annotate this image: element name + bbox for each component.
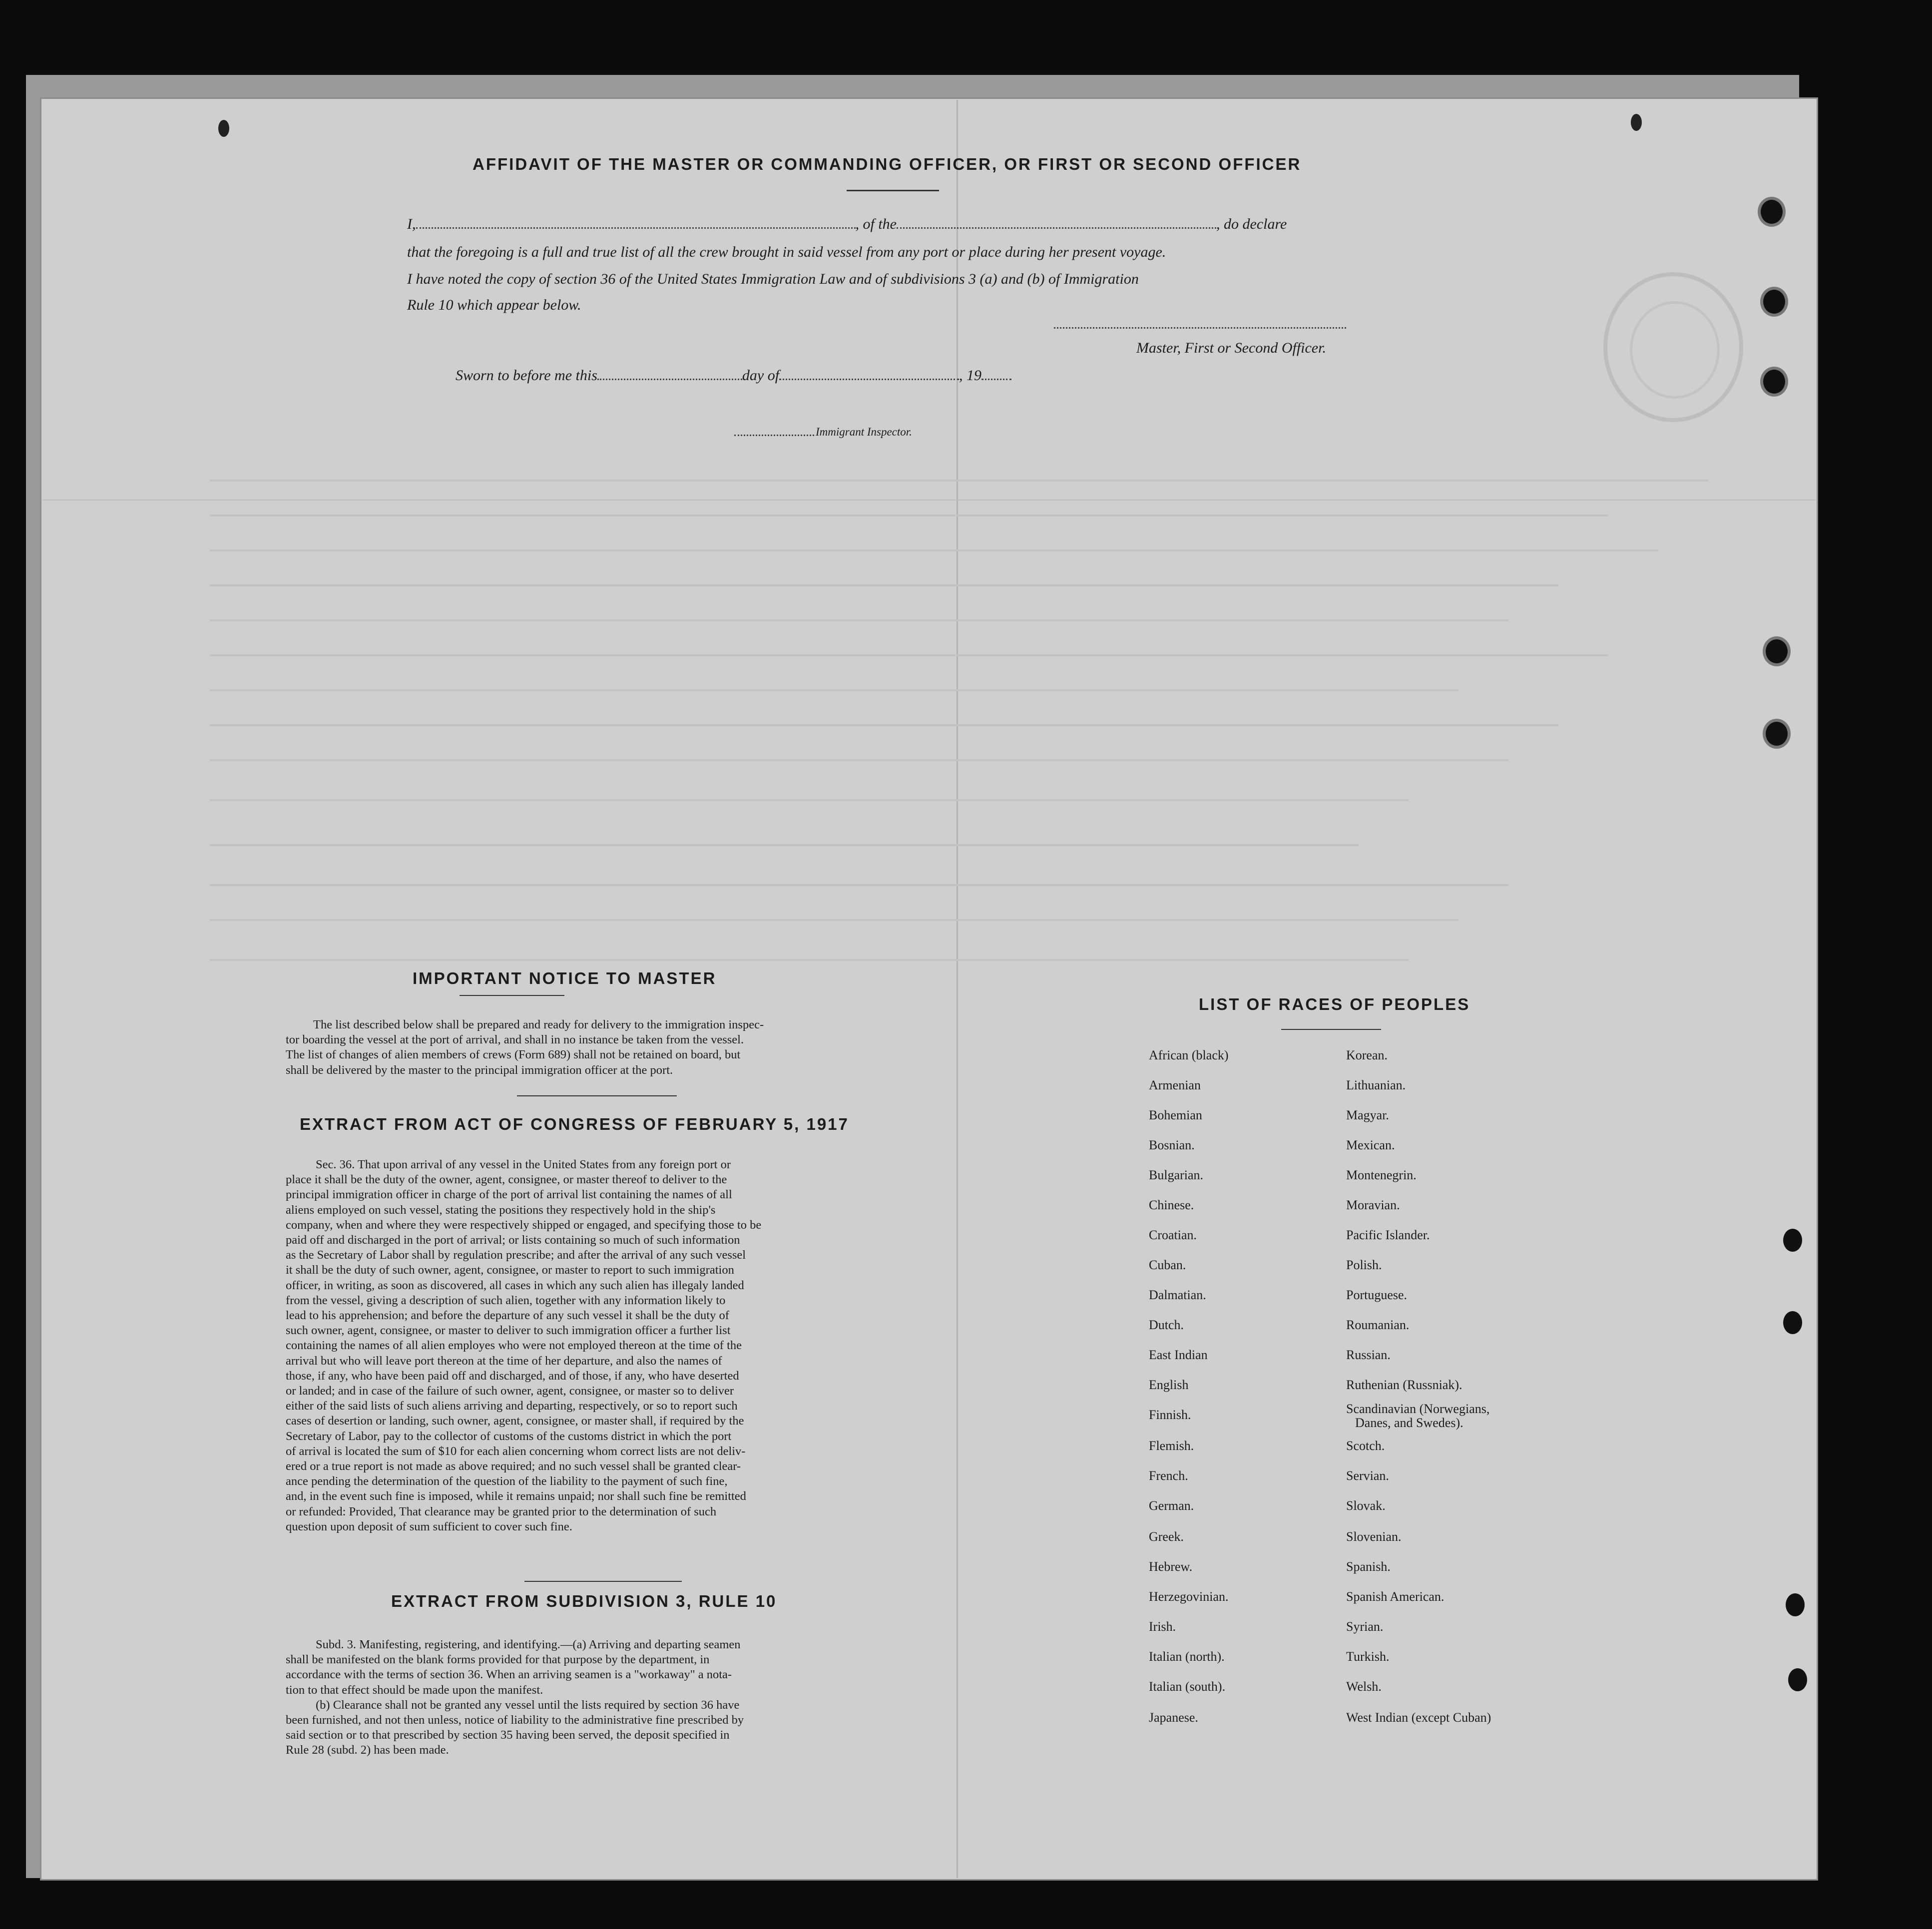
race-item: Slovak.: [1346, 1498, 1386, 1513]
act-line: from the vessel, giving a description of such alien, together with any information likely to: [286, 1293, 726, 1307]
race-item: Flemish.: [1149, 1439, 1194, 1453]
sworn-line: [456, 367, 1011, 384]
bleed-through-line: [210, 619, 1508, 621]
race-item: Croatian.: [1149, 1228, 1197, 1242]
race-item: Japanese.: [1149, 1710, 1198, 1725]
punch-hole: [1763, 290, 1785, 314]
race-item: Dalmatian.: [1149, 1288, 1206, 1302]
notice-underline: [460, 995, 564, 996]
affidavit-i: I,: [407, 216, 416, 232]
race-item: Lithuanian.: [1346, 1078, 1406, 1092]
embossed-seal: [1603, 272, 1743, 422]
race-item: Greek.: [1149, 1529, 1184, 1544]
inspector-label: Immigrant Inspector.: [816, 426, 912, 438]
race-item: Syrian.: [1346, 1619, 1384, 1634]
race-item: Servian.: [1346, 1468, 1389, 1483]
affidavit-line-4: Rule 10 which appear below.: [407, 297, 581, 313]
punch-hole: [1761, 200, 1783, 224]
act-line: or landed; and in case of the failure of such owner, agent, consignee, or master so to deliver: [286, 1384, 734, 1398]
staple-mark: [218, 120, 229, 137]
race-item: Ruthenian (Russniak).: [1346, 1378, 1462, 1392]
affidavit-declare: , do declare: [1216, 216, 1287, 232]
divider: [524, 1581, 682, 1582]
affidavit-line-1: [407, 216, 1287, 233]
race-item: Roumanian.: [1346, 1318, 1410, 1332]
punch-hole: [1783, 1229, 1802, 1252]
rule-line: Subd. 3. Manifesting, registering, and identifying.—(a) Arriving and departing seamen: [316, 1638, 741, 1651]
act-line: such owner, agent, consignee, or master to deliver to such immigration officer a further list: [286, 1324, 731, 1338]
races-underline: [1281, 1029, 1381, 1030]
bleed-through-line: [210, 514, 1608, 516]
act-line: Secretary of Labor, pay to the collector of customs of the customs district in which the port: [286, 1429, 732, 1443]
race-item: French.: [1149, 1468, 1188, 1483]
affidavit-line-2: that the foregoing is a full and true list of all the crew brought in said vessel from any port or place during her present voyage.: [407, 244, 1166, 260]
act-line: officer, in writing, as soon as discovered, all cases in which any such alien has illegaly landed: [286, 1278, 744, 1292]
bleed-through-line: [210, 919, 1458, 921]
race-item: Spanish American.: [1346, 1589, 1445, 1604]
rule-line: (b) Clearance shall not be granted any vessel until the lists required by section 36 have: [316, 1698, 740, 1712]
race-item: English: [1149, 1378, 1189, 1392]
sworn-prefix: Sworn to before me this: [456, 367, 597, 384]
notice-line: The list described below shall be prepared and ready for delivery to the immigration inspec-: [313, 1018, 764, 1031]
act-line: those, if any, who have been paid off and discharged, and of those, if any, who have deserted: [286, 1369, 739, 1383]
race-item: Chinese.: [1149, 1198, 1194, 1212]
sworn-day-blank[interactable]: [597, 379, 742, 380]
race-item: German.: [1149, 1498, 1194, 1513]
vessel-blank[interactable]: [897, 227, 1216, 229]
extract-act-body: [286, 1157, 875, 1534]
race-item: Dutch.: [1149, 1318, 1184, 1332]
notice-line: tor boarding the vessel at the port of arrival, and shall in no instance be taken from the vessel.: [286, 1033, 744, 1047]
staple-mark: [1631, 114, 1642, 131]
act-line: it shall be the duty of such owner, agent, consignee, or master to report to such immigration: [286, 1263, 734, 1277]
rule-line: tion to that effect should be made upon the manifest.: [286, 1683, 543, 1697]
race-item: West Indian (except Cuban): [1346, 1710, 1491, 1725]
name-blank[interactable]: [416, 227, 856, 229]
race-item: Spanish.: [1346, 1559, 1391, 1574]
punch-hole: [1766, 722, 1788, 746]
act-line: ance pending the determination of the question of the liability to the payment of such fine,: [286, 1474, 728, 1488]
race-item: Pacific Islander.: [1346, 1228, 1430, 1242]
notice-title: IMPORTANT NOTICE TO MASTER: [413, 969, 717, 987]
punch-hole: [1788, 1668, 1807, 1691]
races-title: LIST OF RACES OF PEOPLES: [1199, 995, 1470, 1013]
race-item: Hebrew.: [1149, 1559, 1193, 1574]
race-item: Armenian: [1149, 1078, 1201, 1092]
rule-line: Rule 28 (subd. 2) has been made.: [286, 1743, 449, 1757]
race-item: Bosnian.: [1149, 1138, 1195, 1152]
signature-label: Master, First or Second Officer.: [1136, 340, 1326, 356]
race-item: Irish.: [1149, 1619, 1176, 1634]
race-item: Cuban.: [1149, 1258, 1186, 1272]
vertical-fold: [957, 100, 958, 1878]
race-item: Portuguese.: [1346, 1288, 1408, 1302]
sworn-day-label: day of: [742, 367, 780, 384]
race-item: Scotch.: [1346, 1439, 1385, 1453]
notice-line: The list of changes of alien members of crews (Form 689) shall not be retained on board, but: [286, 1048, 741, 1062]
race-item: Polish.: [1346, 1258, 1382, 1272]
race-item: Mexican.: [1346, 1138, 1395, 1152]
act-line: arrival but who will leave port thereon at the time of her departure, and also the names of: [286, 1354, 722, 1368]
act-line: ered or a true report is not made as above required; and no such vessel shall be granted clear-: [286, 1459, 741, 1473]
act-line: cases of desertion or landing, such owner, agent, consignee, or master shall, if required by the: [286, 1414, 744, 1428]
bleed-through-line: [210, 689, 1458, 691]
act-line: containing the names of all alien employes who were not employed thereon at the time of the: [286, 1339, 742, 1353]
race-item: East Indian: [1149, 1348, 1208, 1362]
bleed-through-line: [210, 799, 1409, 801]
rule-line: accordance with the terms of section 36. When an arriving seamen is a "workaway" a nota-: [286, 1668, 732, 1682]
bleed-through-line: [210, 549, 1658, 551]
extract-act-title: EXTRACT FROM ACT OF CONGRESS OF FEBRUARY 5, 1917: [300, 1115, 849, 1133]
race-item: Finnish.: [1149, 1408, 1191, 1422]
bleed-through-line: [210, 584, 1558, 586]
act-line: aliens employed on such vessel, stating the positions they respectively hold in the ship's: [286, 1203, 716, 1217]
horizontal-fold: [42, 499, 1816, 500]
race-item: African (black): [1149, 1048, 1229, 1062]
race-item: Magyar.: [1346, 1108, 1389, 1122]
extract-rule-title: EXTRACT FROM SUBDIVISION 3, RULE 10: [391, 1592, 777, 1610]
act-line: or refunded: Provided, That clearance may be granted prior to the determination of such: [286, 1504, 717, 1518]
race-item: Welsh.: [1346, 1679, 1382, 1694]
race-item-continuation: Danes, and Swedes).: [1355, 1416, 1463, 1430]
race-item: Slovenian.: [1346, 1529, 1402, 1544]
sworn-year-label: , 19: [959, 367, 982, 384]
notice-body: [286, 1017, 873, 1078]
bleed-through-line: [210, 844, 1359, 846]
race-item: Bulgarian.: [1149, 1168, 1204, 1182]
race-item: Bohemian: [1149, 1108, 1202, 1122]
rule-line: shall be manifested on the blank forms provided for that purpose by the department, in: [286, 1653, 710, 1667]
divider: [517, 1095, 677, 1096]
race-item: Herzegovinian.: [1149, 1589, 1229, 1604]
act-line: question upon deposit of sum sufficient to cover such fine.: [286, 1519, 572, 1533]
punch-hole: [1766, 639, 1788, 663]
race-item: Scandinavian (Norwegians,: [1346, 1402, 1490, 1416]
bleed-through-line: [210, 480, 1708, 482]
act-line: of arrival is located the sum of $10 for each alien concerning whom correct lists are not deliv-: [286, 1444, 746, 1458]
race-item: Italian (north).: [1149, 1649, 1225, 1664]
act-line: principal immigration officer in charge of the port of arrival list containing the names of all: [286, 1188, 732, 1202]
punch-hole: [1783, 1311, 1802, 1334]
bleed-through-line: [210, 759, 1508, 761]
act-line: lead to his apprehension; and before the departure of any such vessel it shall be the duty of: [286, 1309, 729, 1323]
punch-hole: [1786, 1593, 1805, 1616]
sworn-month-blank[interactable]: [779, 379, 959, 380]
title-underline: [847, 190, 939, 191]
race-item: Montenegrin.: [1346, 1168, 1417, 1182]
race-item: Turkish.: [1346, 1649, 1390, 1664]
race-item: Italian (south).: [1149, 1679, 1226, 1694]
bleed-through-line: [210, 884, 1508, 886]
act-line: as the Secretary of Labor shall by regulation prescribe; and after the arrival of any such vessel: [286, 1248, 746, 1262]
notice-line: shall be delivered by the master to the principal immigration officer at the port.: [286, 1063, 673, 1077]
extract-rule-body: [286, 1637, 875, 1758]
act-line: place it shall be the duty of the owner, agent, consignee, or master thereof to deliver to the: [286, 1173, 727, 1187]
rule-line: said section or to that prescribed by section 35 having been served, the deposit specified in: [286, 1728, 730, 1742]
race-item: Moravian.: [1346, 1198, 1400, 1212]
punch-hole: [1763, 370, 1785, 394]
race-item: Russian.: [1346, 1348, 1391, 1362]
affidavit-title: AFFIDAVIT OF THE MASTER OR COMMANDING OFFICER, OR FIRST OR SECOND OFFICER: [473, 155, 1302, 173]
affidavit-of-the: , of the: [855, 216, 897, 232]
act-line: company, when and where they were respectively shipped or engaged, and specifying those to be: [286, 1218, 762, 1232]
affidavit-line-3: I have noted the copy of section 36 of the United States Immigration Law and of subdivisions 3 (a) and (b) of Immigration: [407, 271, 1139, 287]
bleed-through-line: [210, 724, 1558, 726]
inspector-blank[interactable]: [734, 435, 814, 436]
act-line: and, in the event such fine is imposed, while it remains unpaid; nor shall such fine be remitted: [286, 1489, 746, 1503]
document-page: [40, 97, 1818, 1881]
rule-line: been furnished, and not then unless, notice of liability to the administrative fine prescribed by: [286, 1713, 744, 1727]
race-item: Korean.: [1346, 1048, 1388, 1062]
act-line: Sec. 36. That upon arrival of any vessel in the United States from any foreign port or: [316, 1158, 731, 1171]
act-line: paid off and discharged in the port of arrival; or lists containing so much of such information: [286, 1233, 740, 1247]
signature-blank[interactable]: [1054, 327, 1346, 329]
sworn-year-blank[interactable]: [981, 379, 1011, 380]
bleed-through-line: [210, 654, 1608, 656]
bleed-through-line: [210, 959, 1409, 961]
act-line: either of the said lists of such aliens arriving and departing, respectively, or so to report such: [286, 1399, 738, 1413]
